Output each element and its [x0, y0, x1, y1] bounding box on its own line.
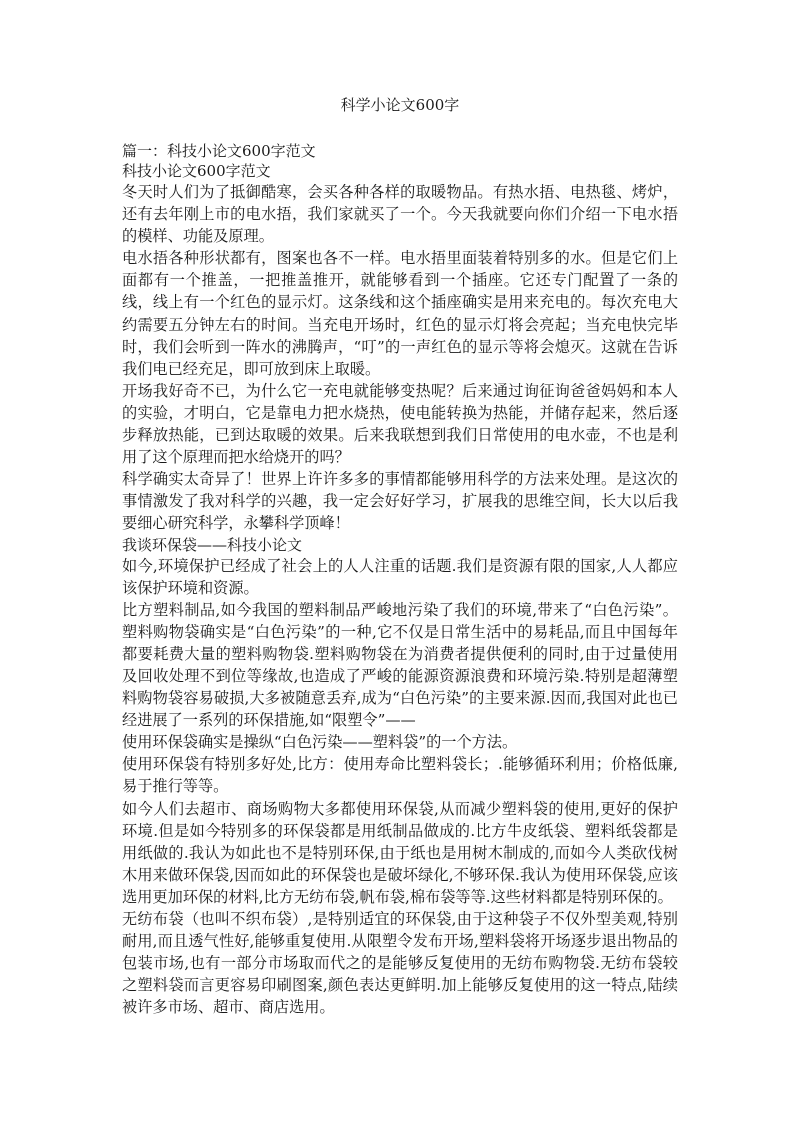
paragraph: 比方塑料制品,如今我国的塑料制品严峻地污染了我们的环境,带来了“白色污染”。塑料购物袋确实是“白色污染”的一种,它不仅是日常生活中的易耗品,而且中国每年都要耗费大量的塑料购物袋.塑料购物袋在为消费者提供便利的同时,由于过量使用及回收处理不到位等缘故,也造成了严峻的能源资源浪费和环境污染.特别是超薄塑料购物袋容易破损,大多被随意丢弃,成为“白色污染”的主要来源.因而,我国对此也已经进展了一系列的环保措施,如“限塑令”——	[122, 600, 678, 730]
document-page	[122, 95, 678, 1018]
paragraph: 使用环保袋有特别多好处,比方：使用寿命比塑料袋长；.能够循环利用；价格低廉,易于推行等等。	[122, 755, 678, 796]
section1-subheading: 科技小论文600字范文	[122, 162, 271, 180]
paragraph: 如今人们去超市、商场购物大多都使用环保袋,从而减少塑料袋的使用,更好的保护环境.但是如今特别多的环保袋都是用纸制品做成的.比方牛皮纸袋、塑料纸袋都是用纸做的.我认为如此也不是特别环保,由于纸也是用树木制成的,而如今人类砍伐树木用来做环保袋,因而如此的环保袋也是破坏绿化,不够环保.我认为使用环保袋,应该选用更加环保的材料,比方无纺布袋,帆布袋,棉布袋等等.这些材料都是特别环保的。	[122, 799, 678, 906]
section1-heading: 篇一：科技小论文600字范文	[122, 142, 316, 160]
document-title: 科学小论文600字	[340, 96, 460, 114]
section2-heading: 我谈环保袋——科技小论文	[122, 535, 303, 554]
paragraph: 使用环保袋确实是操纵“白色污染——塑料袋”的一个方法。	[122, 733, 518, 752]
paragraph: 冬天时人们为了抵御酷寒，会买各种各样的取暖物品。有热水捂、电热毯、烤炉，还有去年刚上市的电水捂，我们家就买了一个。今天我就要向你们介绍一下电水捂的模样、功能及原理。	[122, 183, 678, 246]
paragraph: 科学确实太奇异了！世界上许许多多的事情都能够用科学的方法来处理。是这次的事情激发了我对科学的兴趣，我一定会好好学习，扩展我的思维空间，长大以后我要细心研究科学，永攀科学顶峰！	[122, 470, 678, 533]
paragraph: 电水捂各种形状都有，图案也各不一样。电水捂里面装着特别多的水。但是它们上面都有一个推盖，一把推盖推开，就能够看到一个插座。它还专门配置了一条的线，线上有一个红色的显示灯。这条线和这个插座确实是用来充电的。每次充电大约需要五分钟左右的时间。当充电开场时，红色的显示灯将会亮起；当充电快完毕时，我们会听到一阵水的沸腾声，“叮”的一声红色的显示等将会熄灭。这就在告诉我们电已经充足，即可放到床上取暖。	[122, 249, 678, 378]
paragraph: 无纺布袋（也叫不织布袋）,是特别适宜的环保袋,由于这种袋子不仅外型美观,特别耐用,而且透气性好,能够重复使用.从限塑令发布开场,塑料袋将开场逐步退出物品的包装市场,也有一部分市场取而代之的是能够反复使用的无纺布购物袋.无纺布袋较之塑料袋而言更容易印刷图案,颜色表达更鲜明.加上能够反复使用的这一特点,陆续被许多市场、超市、商店选用。	[122, 910, 678, 1017]
paragraph: 开场我好奇不已，为什么它一充电就能够变热呢？后来通过询征询爸爸妈妈和本人的实验，才明白，它是靠电力把水烧热，使电能转换为热能，并储存起来，然后逐步释放热能，已到达取暖的效果。后来我联想到我们日常使用的电水壶，不也是利用了这个原理而把水给烧开的吗？	[122, 381, 678, 467]
paragraph: 如今,环境保护已经成了社会上的人人注重的话题.我们是资源有限的国家,人人都应该保护环境和资源。	[122, 556, 678, 597]
